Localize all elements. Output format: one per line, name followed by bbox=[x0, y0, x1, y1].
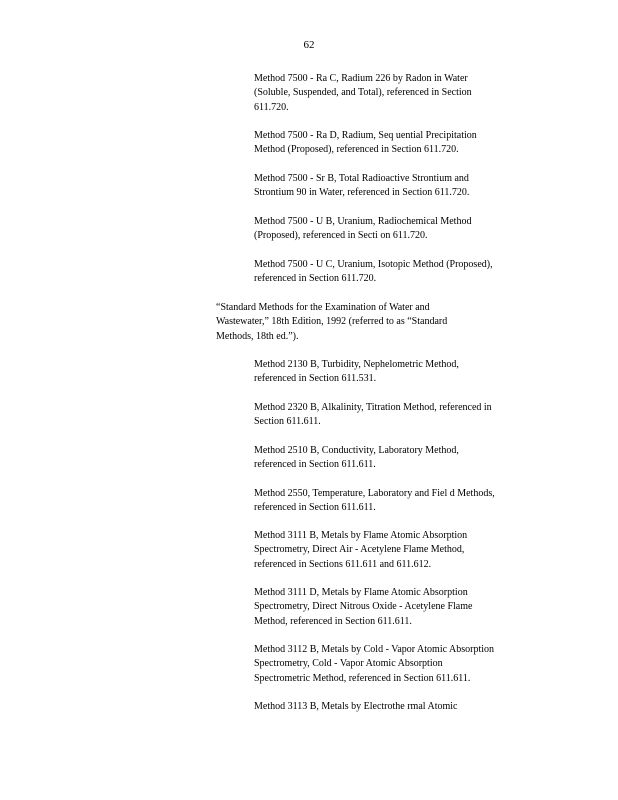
method-entry-2550 bbox=[254, 487, 544, 516]
entry-line: Method (Proposed), referenced in Section 611.720. bbox=[254, 144, 459, 156]
standard-methods-heading bbox=[216, 301, 496, 344]
method-entry-3111-d bbox=[254, 586, 544, 629]
entry-line: referenced in Section 611.611. bbox=[254, 502, 376, 514]
entry-line: Spectrometric Method, referenced in Section 611.611. bbox=[254, 672, 471, 684]
entry-line: Strontium 90 in Water, referenced in Section 611.720. bbox=[254, 187, 470, 199]
entry-line: Method 7500 - U B, Uranium, Radiochemical Method bbox=[254, 216, 472, 227]
entry-line: Method 7500 - U C, Uranium, Isotopic Method (Proposed), bbox=[254, 259, 493, 270]
method-entry-3111-b bbox=[254, 529, 544, 572]
entry-line: Spectrometry, Cold - Vapor Atomic Absorption bbox=[254, 658, 443, 670]
heading-line: Methods, 18th ed.”). bbox=[216, 330, 299, 342]
entry-line: Method 2510 B, Conductivity, Laboratory Method, bbox=[254, 445, 459, 456]
method-entry-7500-sr-b bbox=[254, 172, 544, 201]
entry-line: (Soluble, Suspended, and Total), referenced in Section bbox=[254, 87, 472, 99]
entry-line: Spectrometry, Direct Air - Acetylene Flame Method, bbox=[254, 544, 465, 556]
entry-line: Method 7500 - Ra D, Radium, Seq uential Precipitation bbox=[254, 130, 477, 141]
entry-line: referenced in Section 611.611. bbox=[254, 459, 376, 471]
entry-line: Method 7500 - Sr B, Total Radioactive Strontium and bbox=[254, 173, 469, 184]
method-entry-7500-u-b bbox=[254, 215, 544, 244]
method-entry-3113-b bbox=[254, 700, 544, 714]
entry-line: referenced in Section 611.720. bbox=[254, 273, 377, 285]
entry-line: Method 7500 - Ra C, Radium 226 by Radon in Water bbox=[254, 73, 468, 84]
entry-line: (Proposed), referenced in Secti on 611.720. bbox=[254, 230, 428, 242]
entry-line: Spectrometry, Direct Nitrous Oxide - Acetylene Flame bbox=[254, 601, 473, 613]
method-entry-2510-b bbox=[254, 444, 544, 473]
method-entry-7500-ra-c bbox=[254, 72, 544, 115]
method-entry-7500-u-c bbox=[254, 258, 544, 287]
page-number: 62 bbox=[303, 39, 315, 51]
method-entry-2130-b bbox=[254, 358, 544, 387]
entry-line: 611.720. bbox=[254, 101, 289, 113]
heading-line: Wastewater,” 18th Edition, 1992 (referred to as “Standard bbox=[216, 316, 448, 328]
entry-line: Method, referenced in Section 611.611. bbox=[254, 615, 412, 627]
method-entry-7500-ra-d bbox=[254, 129, 544, 158]
method-entry-3112-b bbox=[254, 643, 544, 686]
entry-line: Method 3113 B, Metals by Electrothe rmal Atomic bbox=[254, 701, 458, 712]
entry-line: Section 611.611. bbox=[254, 416, 321, 428]
entry-line: Method 2550, Temperature, Laboratory and Fiel d Methods, bbox=[254, 488, 495, 499]
entry-line: Method 3112 B, Metals by Cold - Vapor Atomic Absorption bbox=[254, 644, 494, 655]
entry-line: Method 2130 B, Turbidity, Nephelometric Method, bbox=[254, 359, 459, 370]
entry-line: Method 3111 B, Metals by Flame Atomic Absorption bbox=[254, 530, 468, 541]
heading-line: “Standard Methods for the Examination of Water and bbox=[216, 302, 430, 313]
entry-line: referenced in Section 611.531. bbox=[254, 373, 377, 385]
entry-line: Method 2320 B, Alkalinity, Titration Method, referenced in bbox=[254, 402, 492, 413]
entry-line: Method 3111 D, Metals by Flame Atomic Absorption bbox=[254, 587, 468, 598]
entry-line: referenced in Sections 611.611 and 611.612. bbox=[254, 558, 432, 570]
method-entry-2320-b bbox=[254, 401, 544, 430]
